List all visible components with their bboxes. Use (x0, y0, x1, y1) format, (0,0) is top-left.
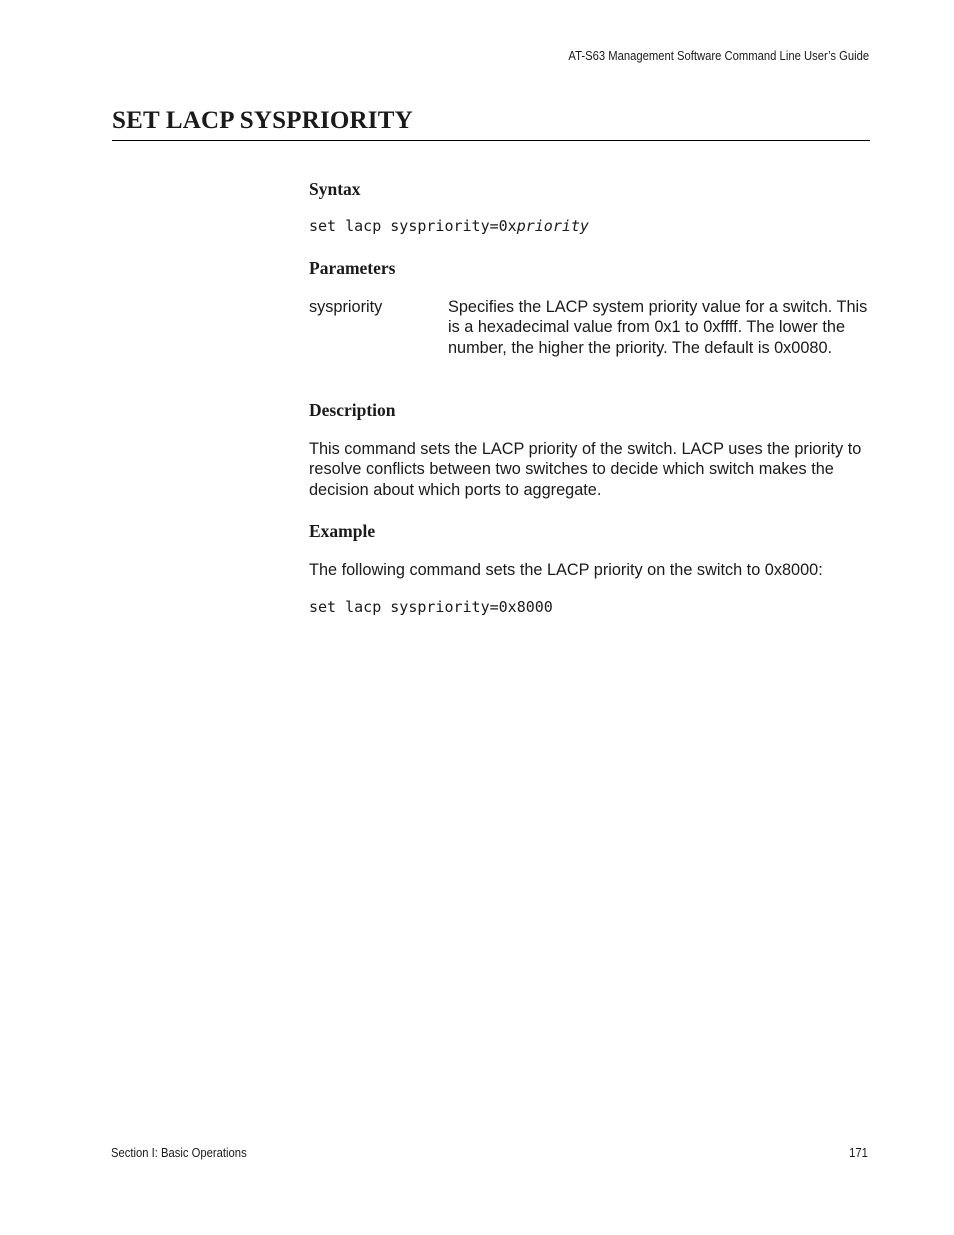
syntax-command-prefix: set lacp syspriority=0x (309, 217, 517, 235)
footer-page-number: 171 (849, 1146, 868, 1160)
syntax-command (309, 217, 589, 235)
parameter-description: Specifies the LACP system priority value for a switch. This is a hexadecimal value from 0x1 to 0xffff. The lower the number, the higher the priority. The default is 0x0080. (448, 298, 868, 357)
example-command: set lacp syspriority=0x8000 (309, 598, 553, 616)
footer-section: Section I: Basic Operations (111, 1146, 247, 1160)
example-heading: Example (309, 521, 376, 541)
description-text: This command sets the LACP priority of the switch. LACP uses the priority to resolve conflicts between two switches to decide which switch makes the decision about which ports to aggregate. (309, 440, 862, 499)
parameters-heading: Parameters (309, 258, 396, 278)
description-heading: Description (309, 400, 396, 420)
title-rule (112, 140, 870, 141)
example-intro: The following command sets the LACP priority on the switch to 0x8000: (309, 561, 823, 579)
syntax-heading: Syntax (309, 179, 361, 199)
parameter-name: syspriority (309, 298, 383, 316)
page-title: SET LACP SYSPRIORITY (112, 107, 413, 134)
syntax-command-variable: priority (516, 217, 589, 235)
running-header: AT-S63 Management Software Command Line User’s Guide (568, 49, 869, 63)
